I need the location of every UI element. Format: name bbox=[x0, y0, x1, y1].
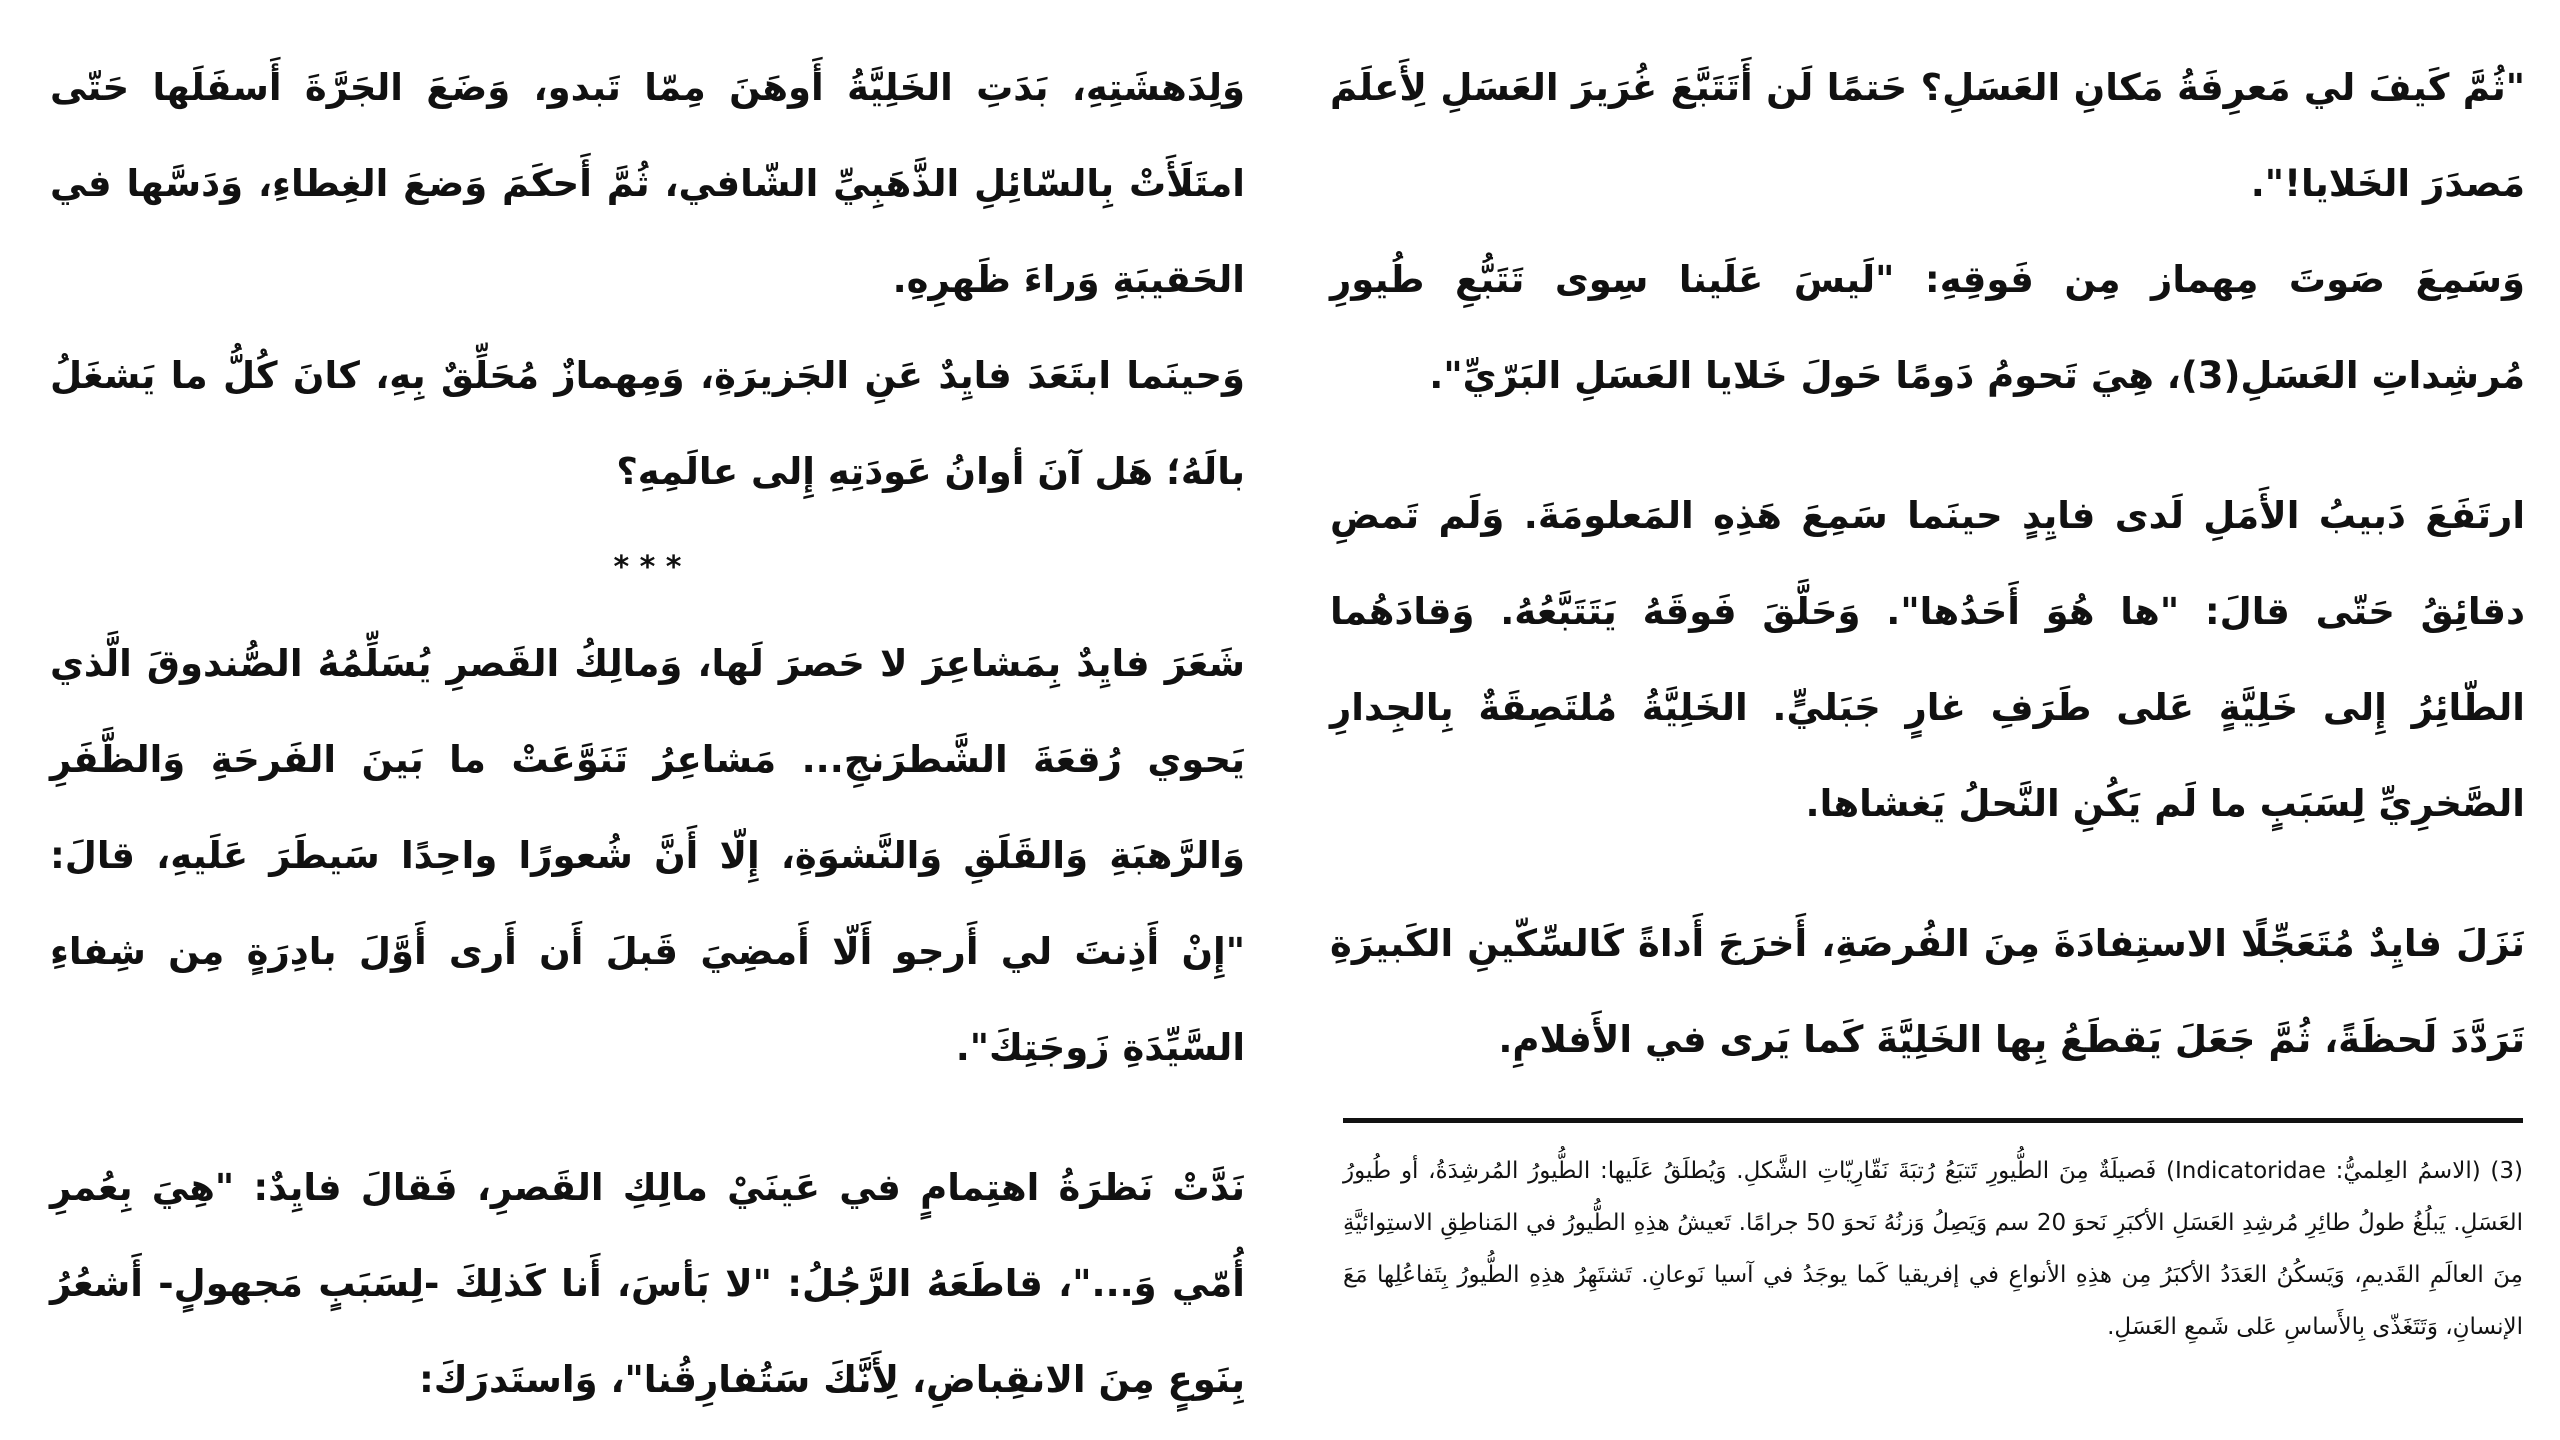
section-separator: * * * bbox=[613, 550, 682, 585]
right-page-column bbox=[1330, 40, 2525, 1088]
paragraph-gap bbox=[1330, 424, 2525, 468]
paragraph: وَحينَما ابتَعَدَ فايِدٌ عَنِ الجَزيرَةِ، وَمِهمازٌ مُحَلِّقٌ بِهِ، كانَ كُلُّ ما يَشغَلُ بالَهُ؛ هَل آنَ أوانُ عَودَتِهِ إِلى عالَمِهِ؟ bbox=[50, 354, 1245, 493]
left-page-column bbox=[50, 40, 1245, 1428]
paragraph: "ثُمَّ كَيفَ لي مَعرِفَةُ مَكانِ العَسَلِ؟ حَتمًا لَن أَتَتَبَّعَ غُرَيرَ العَسَلِ لِأَعلَمَ مَصدَرَ الخَلايا!". bbox=[1330, 66, 2525, 205]
paragraph: وَسَمِعَ صَوتَ مِهماز مِن فَوقِهِ: "لَيسَ عَلَينا سِوى تَتَبُّعِ طُيورِ مُرشِداتِ العَسَلِ(3)، هِيَ تَحومُ دَومًا حَولَ خَلايا العَسَلِ البَرّيِّ". bbox=[1330, 258, 2525, 397]
paragraph: وَلِدَهشَتِهِ، بَدَتِ الخَلِيَّةُ أَوهَنَ مِمّا تَبدو، وَضَعَ الجَرَّةَ أَسفَلَها حَتّى امتَلَأَتْ بِالسّائِلِ الذَّهَبِيِّ الشّافي، ثُمَّ أَحكَمَ وَضعَ الغِطاءِ، وَدَسَّها في الحَقيبَةِ وَراءَ ظَهرِهِ. bbox=[50, 66, 1245, 301]
footnote-divider bbox=[1343, 1118, 2523, 1123]
paragraph-gap bbox=[50, 1096, 1245, 1140]
footnote: (3) (الاسمُ العِلميُّ: Indicatoridae) فَصيلَةٌ مِنَ الطُّيورِ تَتبَعُ رُتبَةَ نَقّارِيّاتِ الشَّكلِ. وَيُطلَقُ عَلَيها: الطُّيورُ المُرشِدَةُ، أو طُيورُ العَسَلِ. يَبلُغُ طولُ طائِرِ مُرشِدِ العَسَلِ الأكبَرِ نَحوَ 20 سم وَيَصِلُ وَزنُهُ نَحوَ 50 جرامًا. تَعيشُ هذِهِ الطُّيورُ في المَناطِقِ الاستِوائيَّةِ مِنَ العالَمِ القَديمِ، وَيَسكُنُ العَدَدُ الأكبَرُ مِن هذِهِ الأنواعِ في إفريقيا كَما يوجَدُ في آسيا نَوعانِ. تَشتَهِرُ هذِهِ الطُّيورُ بِتَفاعُلِها مَعَ الإنسانِ، وَتَتَغَذّى بِالأَساسِ عَلى شَمعِ العَسَلِ. bbox=[1343, 1158, 2524, 1340]
paragraph: نَزَلَ فايِدٌ مُتَعَجِّلًا الاستِفادَةَ مِنَ الفُرصَةِ، أَخرَجَ أَداةً كَالسِّكّينِ الكَبيرَةِ تَرَدَّدَ لَحظَةً، ثُمَّ جَعَلَ يَقطَعُ بِها الخَلِيَّةَ كَما يَرى في الأَفلامِ. bbox=[1330, 922, 2525, 1061]
paragraph: نَدَّتْ نَظرَةُ اهتِمامٍ في عَينَيْ مالِكِ القَصرِ، فَقالَ فايِدٌ: "هِيَ بِعُمرِ أُمّي وَ..."، قاطَعَهُ الرَّجُلُ: "لا بَأسَ، أَنا كَذلِكَ -لِسَبَبٍ مَجهولٍ- أَشعُرُ بِنَوعٍ مِنَ الانقِباضِ، لِأَنَّكَ سَتُفارِقُنا"، وَاستَدرَكَ: bbox=[50, 1166, 1245, 1401]
paragraph: شَعَرَ فايِدٌ بِمَشاعِرَ لا حَصرَ لَها، وَمالِكُ القَصرِ يُسَلِّمُهُ الصُّندوقَ الَّذي يَحوي رُقعَةَ الشَّطرَنجِ... مَشاعِرُ تَنَوَّعَتْ ما بَينَ الفَرحَةِ وَالظَّفَرِ وَالرَّهبَةِ وَالقَلَقِ وَالنَّشوَةِ، إِلّا أَنَّ شُعورًا واحِدًا سَيطَرَ عَلَيهِ، قالَ: "إِنْ أَذِنتَ لي أَرجو أَلّا أَمضِيَ قَبلَ أَن أَرى أَوَّلَ بادِرَةٍ مِن شِفاءِ السَّيِّدَةِ زَوجَتِكَ". bbox=[50, 642, 1245, 1069]
paragraph-gap bbox=[1330, 852, 2525, 896]
paragraph: ارتَفَعَ دَبيبُ الأَمَلِ لَدى فايِدٍ حينَما سَمِعَ هَذِهِ المَعلومَةَ. وَلَم تَمضِ دقائِقُ حَتّى قالَ: "ها هُوَ أَحَدُها". وَحَلَّقَ فَوقَهُ يَتَتَبَّعُهُ. وَقادَهُما الطّائِرُ إِلى خَلِيَّةٍ عَلى طَرَفِ غارٍ جَبَليٍّ. الخَلِيَّةُ مُلتَصِقَةٌ بِالجِدارِ الصَّخرِيِّ لِسَبَبٍ ما لَم يَكُنِ النَّحلُ يَغشاها. bbox=[1330, 494, 2525, 825]
